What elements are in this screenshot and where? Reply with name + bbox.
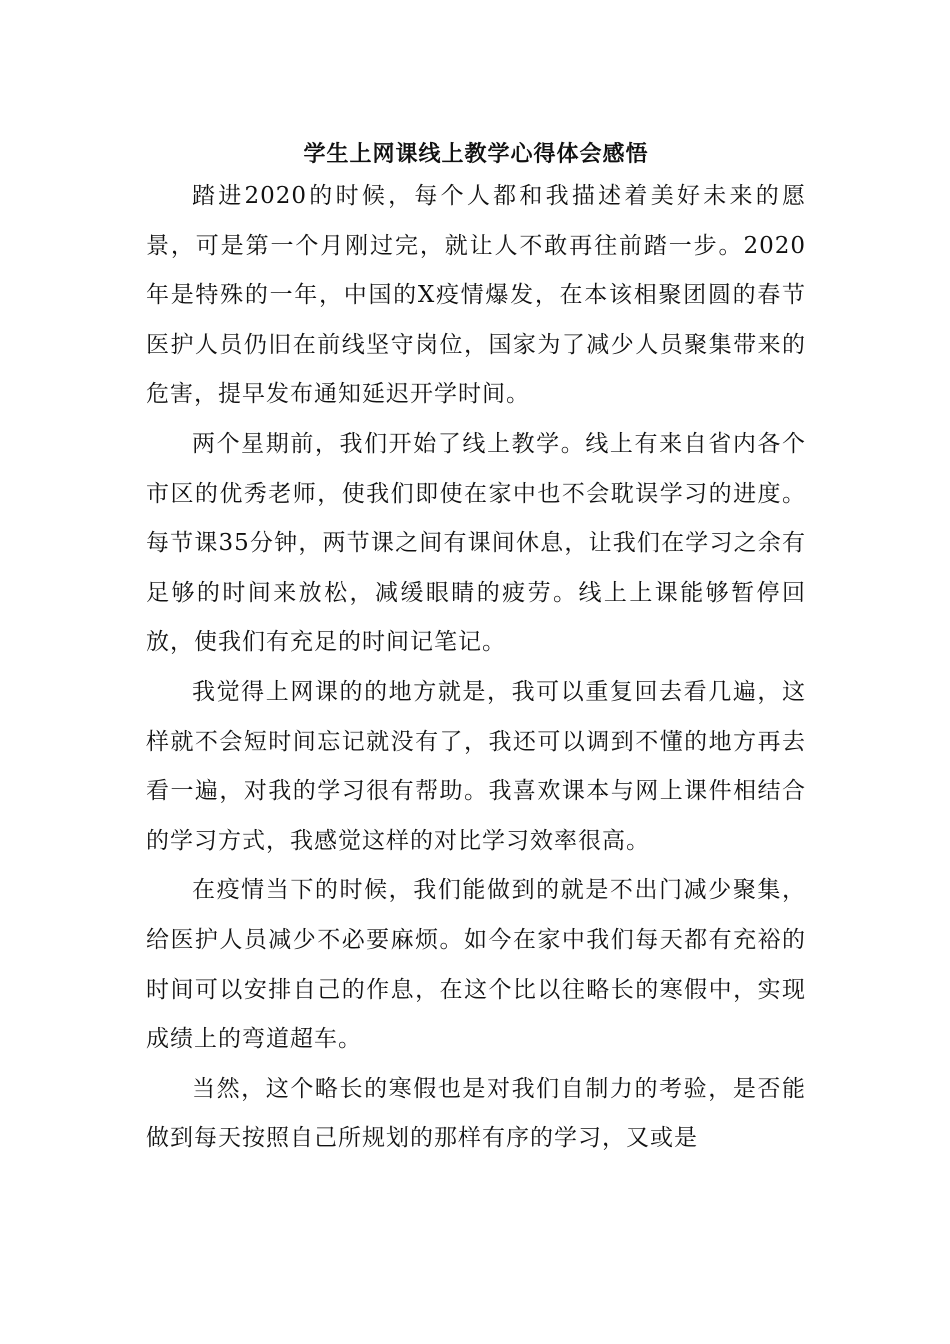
document-body bbox=[146, 136, 806, 1164]
paragraph-1: 踏进2020的时候，每个人都和我描述着美好未来的愿景，可是第一个月刚过完，就让人不敢再往前踏一步。2020年是特殊的一年，中国的X疫情爆发，在本该相聚团圆的春节医护人员仍旧在前线坚守岗位，国家为了减少人员聚集带来的危害，提早发布通知延迟开学时间。 bbox=[146, 183, 806, 408]
document-title: 学生上网课线上教学心得体会感悟 bbox=[303, 141, 649, 167]
paragraph-5: 当然，这个略长的寒假也是对我们自制力的考验，是否能做到每天按照自己所规划的那样有序的学习，又或是 bbox=[146, 1075, 806, 1152]
paragraph-3: 我觉得上网课的的地方就是，我可以重复回去看几遍，这样就不会短时间忘记就没有了，我还可以调到不懂的地方再去看一遍，对我的学习很有帮助。我喜欢课本与网上课件相结合的学习方式，我感觉这样的对比学习效率很高。 bbox=[146, 678, 806, 854]
paragraph-2: 两个星期前，我们开始了线上教学。线上有来自省内各个市区的优秀老师，使我们即使在家中也不会耽误学习的进度。每节课35分钟，两节课之间有课间休息，让我们在学习之余有足够的时间来放松，减缓眼睛的疲劳。线上上课能够暂停回放，使我们有充足的时间记笔记。 bbox=[146, 430, 806, 656]
paragraph-4: 在疫情当下的时候，我们能做到的就是不出门减少聚集，给医护人员减少不必要麻烦。如今在家中我们每天都有充裕的时间可以安排自己的作息，在这个比以往略长的寒假中，实现成绩上的弯道超车。 bbox=[146, 877, 806, 1053]
